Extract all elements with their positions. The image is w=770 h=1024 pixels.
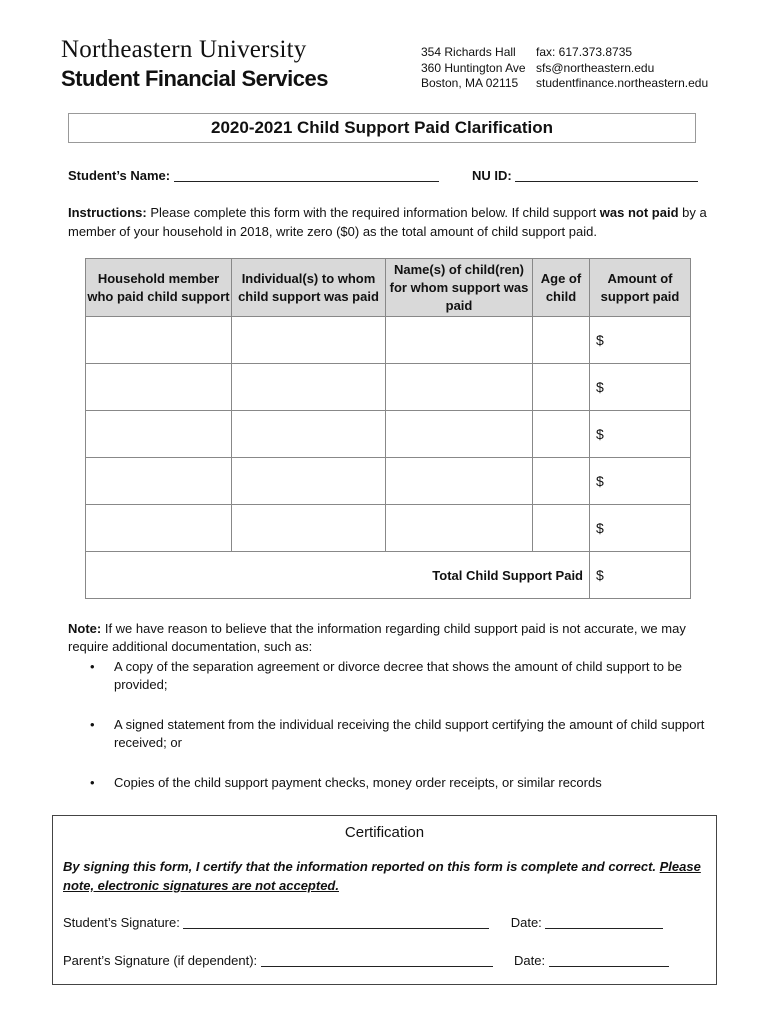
note	[68, 620, 708, 656]
table-cell[interactable]	[533, 505, 590, 552]
table-cell[interactable]	[386, 458, 533, 505]
table-cell[interactable]	[386, 364, 533, 411]
student-signature-label: Student’s Signature:	[63, 915, 180, 930]
table-cell[interactable]	[533, 411, 590, 458]
website-url: studentfinance.northeastern.edu	[536, 76, 709, 90]
column-header: Individual(s) to whom child support was paid	[232, 259, 386, 317]
column-header: Amount of support paid	[590, 259, 691, 317]
table-cell[interactable]	[232, 317, 386, 364]
electronic-signature-warning: Please note, electronic signatures are not accepted.	[63, 859, 701, 893]
table-cell[interactable]	[86, 411, 232, 458]
nu-id-field	[472, 168, 698, 183]
column-header: Age of child	[533, 259, 590, 317]
list-item-text: A copy of the separation agreement or divorce decree that shows the amount of child support to be provided;	[114, 659, 683, 692]
amount-cell[interactable]: $	[590, 317, 691, 364]
total-label: Total Child Support Paid	[86, 552, 590, 599]
total-amount-cell[interactable]: $	[590, 552, 691, 599]
table-cell[interactable]	[86, 458, 232, 505]
table-row	[86, 458, 691, 505]
university-name: Northeastern University	[61, 36, 307, 63]
child-support-table	[85, 258, 691, 599]
student-signature-line[interactable]	[183, 916, 489, 929]
table-cell[interactable]	[533, 364, 590, 411]
note-text: If we have reason to believe that the information regarding child support paid is not accurate, we may require additional documentation, such as:	[68, 621, 686, 654]
table-cell[interactable]	[386, 411, 533, 458]
address-line: Boston, MA 02115	[421, 76, 519, 90]
table-row	[86, 505, 691, 552]
parent-signature-line[interactable]	[261, 954, 493, 967]
contact-info	[536, 45, 708, 92]
table-cell[interactable]	[86, 505, 232, 552]
table-cell[interactable]	[232, 364, 386, 411]
column-header: Household member who paid child support	[86, 259, 232, 317]
instructions-text: Please complete this form with the required information below. If child support	[146, 205, 600, 220]
email-address: sfs@northeastern.edu	[536, 60, 655, 75]
date-label: Date:	[514, 953, 546, 968]
list-item	[90, 716, 710, 752]
amount-cell[interactable]: $	[590, 411, 691, 458]
amount-cell[interactable]: $	[590, 505, 691, 552]
student-name-field	[68, 168, 439, 183]
table-row	[86, 411, 691, 458]
table-cell[interactable]	[533, 317, 590, 364]
bullet-icon: •	[90, 775, 95, 790]
student-date-line[interactable]	[545, 916, 663, 929]
date-label: Date:	[510, 915, 542, 930]
bullet-icon: •	[90, 659, 95, 674]
table-cell[interactable]	[533, 458, 590, 505]
instructions-text: by a member of your household in 2018, write zero ($0) as the total amount of child support paid.	[68, 205, 707, 239]
table-row	[86, 317, 691, 364]
student-signature-field	[63, 915, 663, 930]
table-header-row	[86, 259, 691, 317]
table-cell[interactable]	[386, 505, 533, 552]
certification-statement: By signing this form, I certify that the information reported on this form is complete and correct. Please note, electronic signatures are not accepted.	[63, 859, 701, 893]
list-item-text: Copies of the child support payment checks, money order receipts, or similar records	[114, 775, 602, 790]
list-item	[90, 774, 710, 792]
table-cell[interactable]	[386, 317, 533, 364]
table-row	[86, 364, 691, 411]
list-item-text: A signed statement from the individual receiving the child support certifying the amount of child support received; or	[114, 717, 705, 750]
documentation-list	[90, 774, 710, 812]
certification-box	[52, 815, 717, 985]
mailing-address	[421, 45, 526, 92]
table-cell[interactable]	[86, 364, 232, 411]
student-name-input-line[interactable]	[174, 169, 439, 182]
note-label: Note:	[68, 621, 102, 636]
column-header: Name(s) of child(ren) for whom support was paid	[386, 259, 533, 317]
department-name: Student Financial Services	[61, 66, 328, 91]
documentation-list	[90, 658, 710, 714]
list-item	[90, 658, 710, 694]
parent-date-line[interactable]	[549, 954, 669, 967]
nu-id-label: NU ID:	[472, 168, 512, 183]
amount-cell[interactable]: $	[590, 364, 691, 411]
total-row	[86, 552, 691, 599]
bullet-icon: •	[90, 717, 95, 732]
table-cell[interactable]	[232, 505, 386, 552]
parent-signature-field	[63, 953, 669, 968]
address-line: 354 Richards Hall	[421, 45, 516, 59]
instructions	[68, 203, 708, 241]
student-name-label: Student’s Name:	[68, 168, 171, 183]
amount-cell[interactable]: $	[590, 458, 691, 505]
fax-number: fax: 617.373.8735	[536, 45, 633, 59]
certification-title: Certification	[344, 824, 425, 841]
table-cell[interactable]	[232, 411, 386, 458]
documentation-list	[90, 716, 710, 772]
table-cell[interactable]	[232, 458, 386, 505]
table-cell[interactable]	[86, 317, 232, 364]
nu-id-input-line[interactable]	[515, 169, 698, 182]
parent-signature-label: Parent’s Signature (if dependent):	[63, 953, 258, 968]
instructions-emphasis: was not paid	[599, 205, 679, 220]
instructions-label: Instructions:	[68, 205, 147, 220]
address-line: 360 Huntington Ave	[421, 60, 526, 75]
form-title: 2020-2021 Child Support Paid Clarification	[68, 113, 696, 143]
